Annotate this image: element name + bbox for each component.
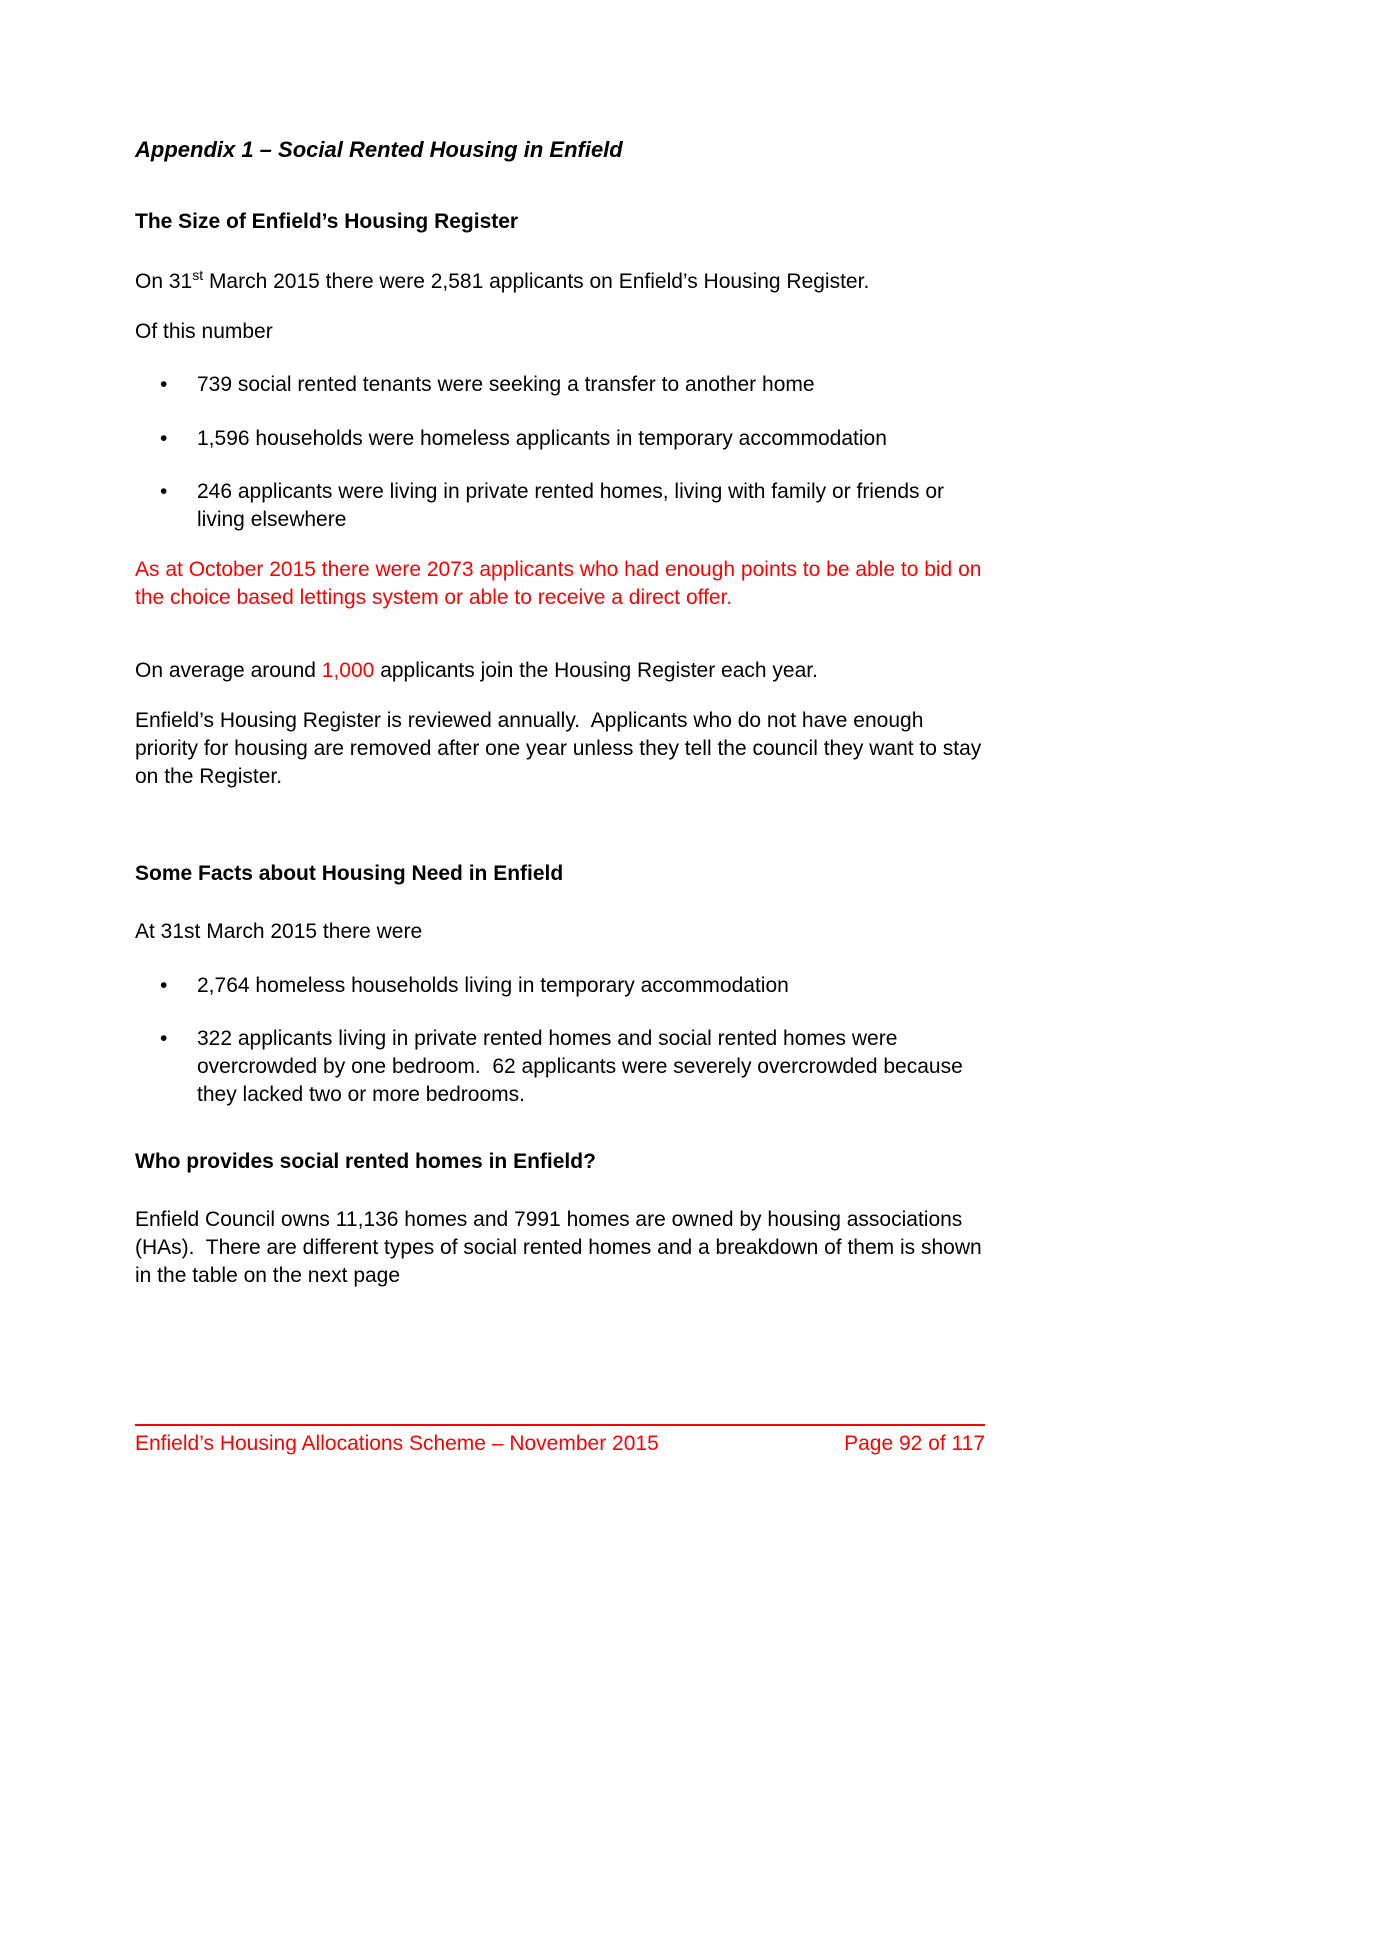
bullet-text: 1,596 households were homeless applicants in temporary accommodation	[197, 427, 887, 450]
bullet-text: 739 social rented tenants were seeking a transfer to another home	[197, 373, 815, 396]
ordinal-superscript: st	[192, 267, 204, 283]
list-item	[135, 478, 985, 534]
average-highlight: 1,000	[321, 659, 375, 682]
section-heading-providers: Who provides social rented homes in Enfield?	[135, 1150, 596, 1173]
paragraph-register-review: Enfield’s Housing Register is reviewed annually. Applicants who do not have enough priority for housing are removed after one year unless they tell the council they want to stay on the Register.	[135, 709, 988, 788]
paragraph-facts-intro: At 31st March 2015 there were	[135, 920, 423, 943]
bullet-text: 2,764 homeless households living in temporary accommodation	[197, 974, 789, 997]
bullet-icon: •	[160, 1027, 168, 1050]
average-pre: On average around	[135, 659, 322, 682]
list-item	[135, 371, 985, 399]
bullet-text: 246 applicants were living in private rented homes, living with family or friends or living elsewhere	[197, 480, 950, 531]
footer	[135, 1424, 985, 1458]
paragraph-of-this-number: Of this number	[135, 320, 273, 343]
appendix-title: Appendix 1 – Social Rented Housing in Enfield	[135, 137, 623, 162]
bullet-text: 322 applicants living in private rented homes and social rented homes were overcrowded by one bedroom. 62 applicants were severely overcrowded because they lacked two or more bedrooms.	[197, 1027, 969, 1106]
bullet-icon: •	[160, 974, 168, 997]
bullet-icon: •	[160, 427, 168, 450]
register-bullet-list	[135, 371, 985, 534]
footer-document-title: Enfield’s Housing Allocations Scheme – November 2015	[135, 1432, 659, 1455]
bullet-icon: •	[160, 480, 168, 503]
average-post: applicants join the Housing Register each year.	[374, 659, 818, 682]
register-intro-post: March 2015 there were 2,581 applicants on Enfield’s Housing Register.	[203, 270, 870, 293]
paragraph-register-intro	[135, 268, 985, 296]
section-heading-housing-register: The Size of Enfield’s Housing Register	[135, 210, 519, 233]
facts-bullet-list	[135, 972, 985, 1109]
footer-page-number: Page 92 of 117	[844, 1432, 985, 1455]
list-item	[135, 972, 985, 1000]
section-heading-housing-need-facts: Some Facts about Housing Need in Enfield	[135, 862, 564, 885]
paragraph-october-note: As at October 2015 there were 2073 applicants who had enough points to be able to bid on the choice based lettings system or able to receive a direct offer.	[135, 558, 988, 609]
bullet-icon: •	[160, 373, 168, 396]
paragraph-providers-body: Enfield Council owns 11,136 homes and 7991 homes are owned by housing associations (HAs). There are different types of social rented homes and a breakdown of them is shown in the table on the next page	[135, 1208, 988, 1287]
list-item	[135, 425, 985, 453]
list-item	[135, 1025, 985, 1109]
paragraph-average-join	[135, 657, 985, 685]
register-intro-pre: On 31	[135, 270, 193, 293]
